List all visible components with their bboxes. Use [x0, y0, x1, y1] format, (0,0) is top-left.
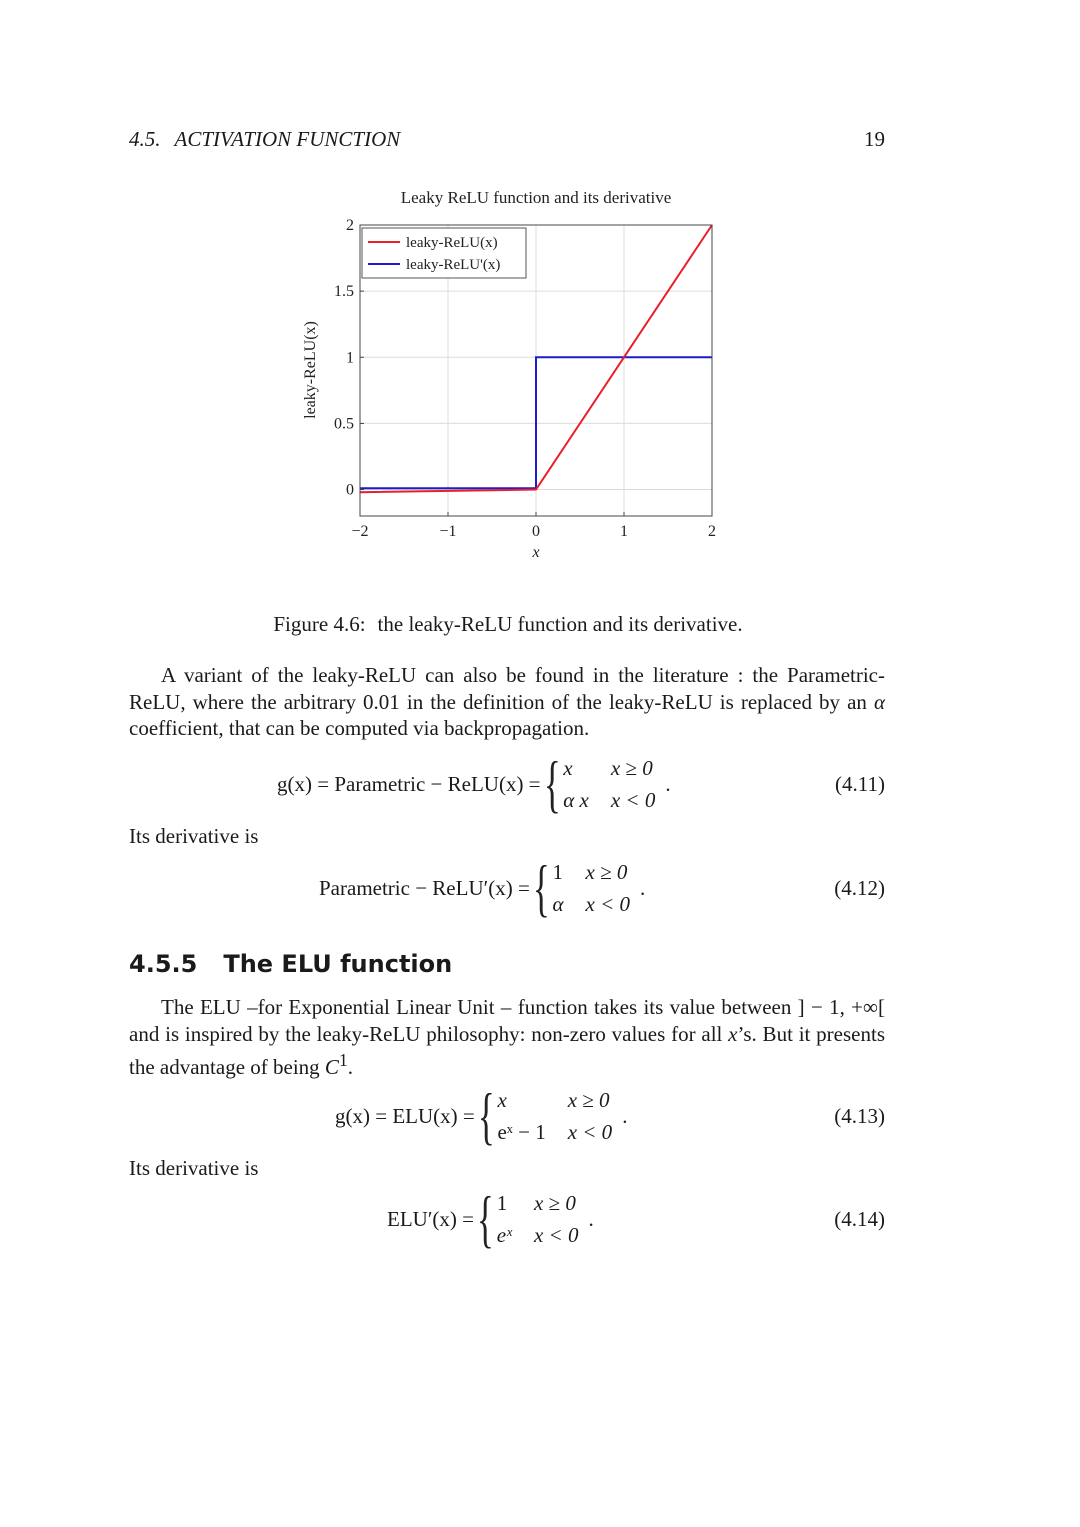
eq412-lhs: Parametric − ReLU′(x) =	[319, 875, 530, 900]
y-tick-label: 1	[346, 349, 354, 367]
eq414-lhs: ELU′(x) =	[387, 1206, 474, 1231]
eq414-case1-value: 1	[496, 1191, 508, 1215]
eq412-case2-value: α	[552, 892, 564, 916]
y-axis-label: leaky-ReLU(x)	[302, 321, 319, 419]
eq411-cases	[563, 754, 655, 814]
page-number: 19	[864, 127, 885, 151]
running-header-title	[129, 127, 400, 152]
eq411-case2-value: α x	[563, 788, 589, 812]
eq413-case2-value: eˣ − 1	[497, 1120, 546, 1144]
eq412-case1-condition: x ≥ 0	[585, 860, 628, 884]
eq413-dot: .	[622, 1103, 628, 1128]
eq414-dot: .	[588, 1206, 594, 1231]
c-class-symbol: C	[324, 1055, 339, 1079]
x-axis-label: x	[532, 544, 540, 561]
paragraph1-text-b: coefficient, that can be computed via backpropagation.	[129, 716, 590, 740]
elu-range-interval: ] − 1, +∞[	[797, 995, 885, 1019]
eq411-case1-value: x	[563, 756, 573, 780]
y-tick-label: 0.5	[334, 415, 354, 433]
eq411-brace: {	[543, 748, 561, 819]
eq412-number: (4.12)	[834, 876, 885, 900]
paragraph1-text-a: A variant of the leaky-ReLU can also be found in the literature : the Parametric-ReLU, where the arbitrary 0.01 in the definition of the leaky-ReLU is replaced by an	[129, 663, 885, 714]
figure-caption	[0, 612, 1016, 637]
paragraph2-text-b: and is inspired by the leaky-ReLU philosophy: non-zero values for all	[129, 1021, 729, 1046]
paragraph-elu	[129, 994, 885, 1081]
eq414-number: (4.14)	[834, 1207, 885, 1231]
x-tick-label: 0	[532, 523, 540, 540]
eq414-brace: {	[476, 1183, 494, 1254]
section-title: The ELU function	[223, 950, 453, 978]
eq412-case2-condition: x < 0	[585, 892, 631, 916]
equation-4-13	[129, 1080, 885, 1151]
header-section-number: 4.5.	[129, 127, 161, 151]
eq414-cases	[497, 1189, 579, 1249]
equation-4-11	[129, 748, 885, 819]
eq413-number: (4.13)	[834, 1104, 885, 1128]
x-tick-label: −1	[439, 523, 457, 540]
x-tick-label: 1	[620, 523, 628, 540]
eq411-lhs: g(x) = Parametric − ReLU(x) =	[277, 771, 541, 796]
paragraph2-text-a: The ELU –for Exponential Linear Unit – function takes its value between	[161, 995, 798, 1019]
eq412-case1-value: 1	[552, 860, 564, 884]
eq411-number: (4.11)	[835, 772, 885, 796]
derivative-intro-2: Its derivative is	[129, 1156, 259, 1180]
eq414-case1-condition: x ≥ 0	[533, 1191, 576, 1215]
eq411-case1-condition: x ≥ 0	[610, 756, 653, 780]
header-section-title: ACTIVATION FUNCTION	[174, 127, 401, 151]
legend-entry: leaky-ReLU'(x)	[406, 257, 501, 273]
eq411-dot: .	[665, 771, 671, 796]
series-line-1	[360, 357, 712, 488]
eq412-dot: .	[640, 875, 646, 900]
x-tick-label: 2	[708, 523, 716, 540]
section-heading	[129, 950, 452, 978]
eq413-case1-value: x	[497, 1088, 507, 1112]
x-tick-label: −2	[351, 523, 369, 540]
leaky-relu-chart	[290, 180, 730, 570]
y-tick-label: 1.5	[334, 283, 354, 301]
legend-entry: leaky-ReLU(x)	[406, 235, 498, 251]
equation-4-12	[129, 852, 885, 923]
eq411-case2-condition: x < 0	[610, 788, 656, 812]
c-class-superscript: 1	[338, 1050, 348, 1070]
eq413-cases	[497, 1086, 612, 1146]
eq413-brace: {	[477, 1080, 495, 1151]
figure-caption-text: the leaky-ReLU function and its derivative.	[377, 612, 743, 636]
derivative-intro-1: Its derivative is	[129, 824, 259, 848]
chart-title: Leaky ReLU function and its derivative	[400, 188, 672, 207]
y-tick-label: 0	[346, 481, 354, 499]
paragraph2-text-c: ’s. But it presents the advantage of being	[129, 1021, 885, 1079]
eq414-case2-condition: x < 0	[533, 1223, 579, 1247]
y-tick-label: 2	[346, 217, 354, 234]
figure-label: Figure 4.6:	[273, 612, 366, 636]
eq413-case1-condition: x ≥ 0	[567, 1088, 610, 1112]
alpha-symbol: α	[873, 689, 885, 714]
section-number: 4.5.5	[129, 950, 198, 978]
eq412-cases	[553, 858, 631, 918]
paragraph2-text-d: .	[347, 1055, 353, 1079]
eq414-case2-value: eˣ	[496, 1223, 512, 1247]
equation-4-14	[129, 1183, 885, 1254]
x-symbol: x	[728, 1021, 738, 1046]
eq413-case2-condition: x < 0	[567, 1120, 613, 1144]
paragraph-parametric-relu	[129, 662, 885, 742]
chart-legend	[362, 228, 526, 278]
eq413-lhs: g(x) = ELU(x) =	[335, 1103, 475, 1128]
eq412-brace: {	[532, 852, 550, 923]
